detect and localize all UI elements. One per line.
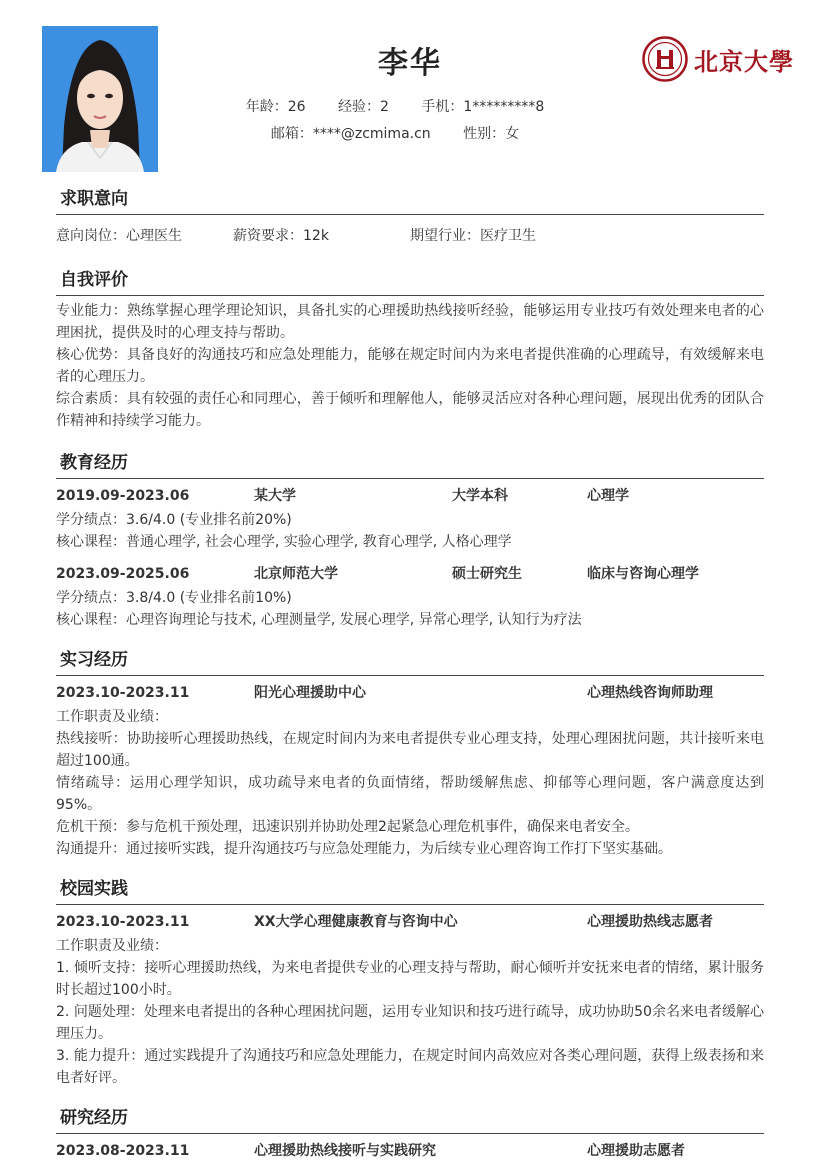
internship-header-row [56, 682, 764, 704]
email-label: 邮箱： [270, 126, 313, 142]
education-major: 临床与咨询心理学 [587, 566, 699, 582]
internship-line: 沟通提升：通过接听实践，提升沟通技巧与应急处理能力，为后续专业心理咨询工作打下坚实基础。 [56, 841, 672, 857]
education-courses: 核心课程：心理咨询理论与技术, 心理测量学, 发展心理学, 异常心理学, 认知行为疗法 [56, 612, 582, 628]
education-degree: 硕士研究生 [452, 566, 522, 582]
education-entry [56, 485, 764, 553]
basic-info-row-2 [0, 123, 790, 143]
experience-value: 2 [380, 99, 389, 115]
gender-label: 性别： [463, 126, 506, 142]
experience-label: 经验： [338, 99, 381, 115]
campus-header-row [56, 911, 764, 933]
education-entry [56, 563, 764, 631]
self-evaluation-section [56, 269, 764, 432]
section-title: 求职意向 [56, 188, 764, 215]
education-courses: 核心课程：普通心理学, 社会心理学, 实验心理学, 教育心理学, 人格心理学 [56, 534, 512, 550]
internship-line: 热线接听：协助接听心理援助热线，在规定时间内为来电者提供专业心理支持，处理心理困扰问题，共计接听来电超过100通。 [56, 731, 764, 769]
salary-requirement: 薪资要求：12k [233, 228, 329, 244]
campus-practice-section [56, 878, 764, 1089]
education-degree: 大学本科 [452, 488, 508, 504]
age-value: 26 [287, 99, 306, 115]
education-header-row [56, 563, 764, 585]
basic-info-row-1 [0, 96, 790, 116]
self-eval-line: 核心优势：具备良好的沟通技巧和应急处理能力，能够在规定时间内为来电者提供准确的心理疏导，有效缓解来电者的心理压力。 [56, 347, 764, 385]
education-major: 心理学 [587, 488, 629, 504]
internship-role: 心理热线咨询师助理 [587, 685, 713, 701]
age-label: 年龄： [245, 99, 288, 115]
internship-period: 2023.10-2023.11 [56, 685, 190, 701]
email-value: ****@zcmima.cn [312, 126, 431, 142]
research-header-row [56, 1140, 764, 1162]
email-field [271, 126, 431, 142]
education-period: 2019.09-2023.06 [56, 488, 190, 504]
section-title: 自我评价 [56, 269, 764, 296]
intended-position: 意向岗位：心理医生 [56, 228, 182, 244]
expected-industry: 期望行业：医疗卫生 [410, 228, 536, 244]
education-school: 某大学 [254, 488, 296, 504]
campus-line: 工作职责及业绩： [56, 938, 168, 954]
phone-value: 1*********8 [463, 99, 545, 115]
section-title: 校园实践 [56, 878, 764, 905]
internship-line: 工作职责及业绩： [56, 709, 168, 725]
education-school: 北京师范大学 [254, 566, 338, 582]
education-section [56, 452, 764, 631]
age-field [246, 99, 306, 115]
job-intent-row [56, 225, 764, 247]
self-eval-line: 专业能力：熟练掌握心理学理论知识，具备扎实的心理援助热线接听经验，能够运用专业技巧有效处理来电者的心理困扰，提供及时的心理支持与帮助。 [56, 303, 764, 341]
research-period: 2023.08-2023.11 [56, 1143, 190, 1159]
section-title: 研究经历 [56, 1107, 764, 1134]
education-gpa: 学分绩点：3.6/4.0 (专业排名前20%) [56, 512, 292, 528]
campus-org: XX大学心理健康教育与咨询中心 [254, 914, 458, 930]
campus-line: 3. 能力提升：通过实践提升了沟通技巧和应急处理能力，在规定时间内高效应对各类心理问题，获得上级表扬和来电者好评。 [56, 1048, 764, 1086]
university-emblem-icon [642, 36, 688, 82]
internship-org: 阳光心理援助中心 [254, 685, 366, 701]
internship-line: 情绪疏导：运用心理学知识，成功疏导来电者的负面情绪，帮助缓解焦虑、抑郁等心理问题，客户满意度达到95%。 [56, 775, 764, 813]
campus-line: 1. 倾听支持：接听心理援助热线，为来电者提供专业的心理支持与帮助，耐心倾听并安抚来电者的情绪，累计服务时长超过100小时。 [56, 960, 764, 998]
campus-role: 心理援助热线志愿者 [587, 914, 713, 930]
education-gpa: 学分绩点：3.8/4.0 (专业排名前10%) [56, 590, 292, 606]
campus-period: 2023.10-2023.11 [56, 914, 190, 930]
internship-line: 危机干预：参与危机干预处理，迅速识别并协助处理2起紧急心理危机事件，确保来电者安全。 [56, 819, 639, 835]
candidate-name: 李华 [378, 46, 442, 81]
self-eval-line: 综合素质：具有较强的责任心和同理心，善于倾听和理解他人，能够灵活应对各种心理问题，展现出优秀的团队合作精神和持续学习能力。 [56, 391, 764, 429]
university-logo [642, 36, 794, 82]
research-role: 心理援助志愿者 [587, 1143, 685, 1159]
education-period: 2023.09-2025.06 [56, 566, 190, 582]
phone-field [421, 99, 544, 115]
phone-label: 手机： [421, 99, 464, 115]
university-logo-text: 北京大學 [694, 46, 794, 76]
gender-value: 女 [505, 126, 520, 142]
campus-line: 2. 问题处理：处理来电者提出的各种心理困扰问题，运用专业知识和技巧进行疏导，成功协助50余名来电者缓解心理压力。 [56, 1004, 764, 1042]
section-title: 教育经历 [56, 452, 764, 479]
experience-field [338, 99, 389, 115]
research-section [56, 1107, 764, 1162]
section-title: 实习经历 [56, 649, 764, 676]
gender-field [463, 126, 519, 142]
job-intent-section [56, 188, 764, 247]
research-project: 心理援助热线接听与实践研究 [254, 1143, 436, 1159]
internship-section [56, 649, 764, 860]
education-header-row [56, 485, 764, 507]
